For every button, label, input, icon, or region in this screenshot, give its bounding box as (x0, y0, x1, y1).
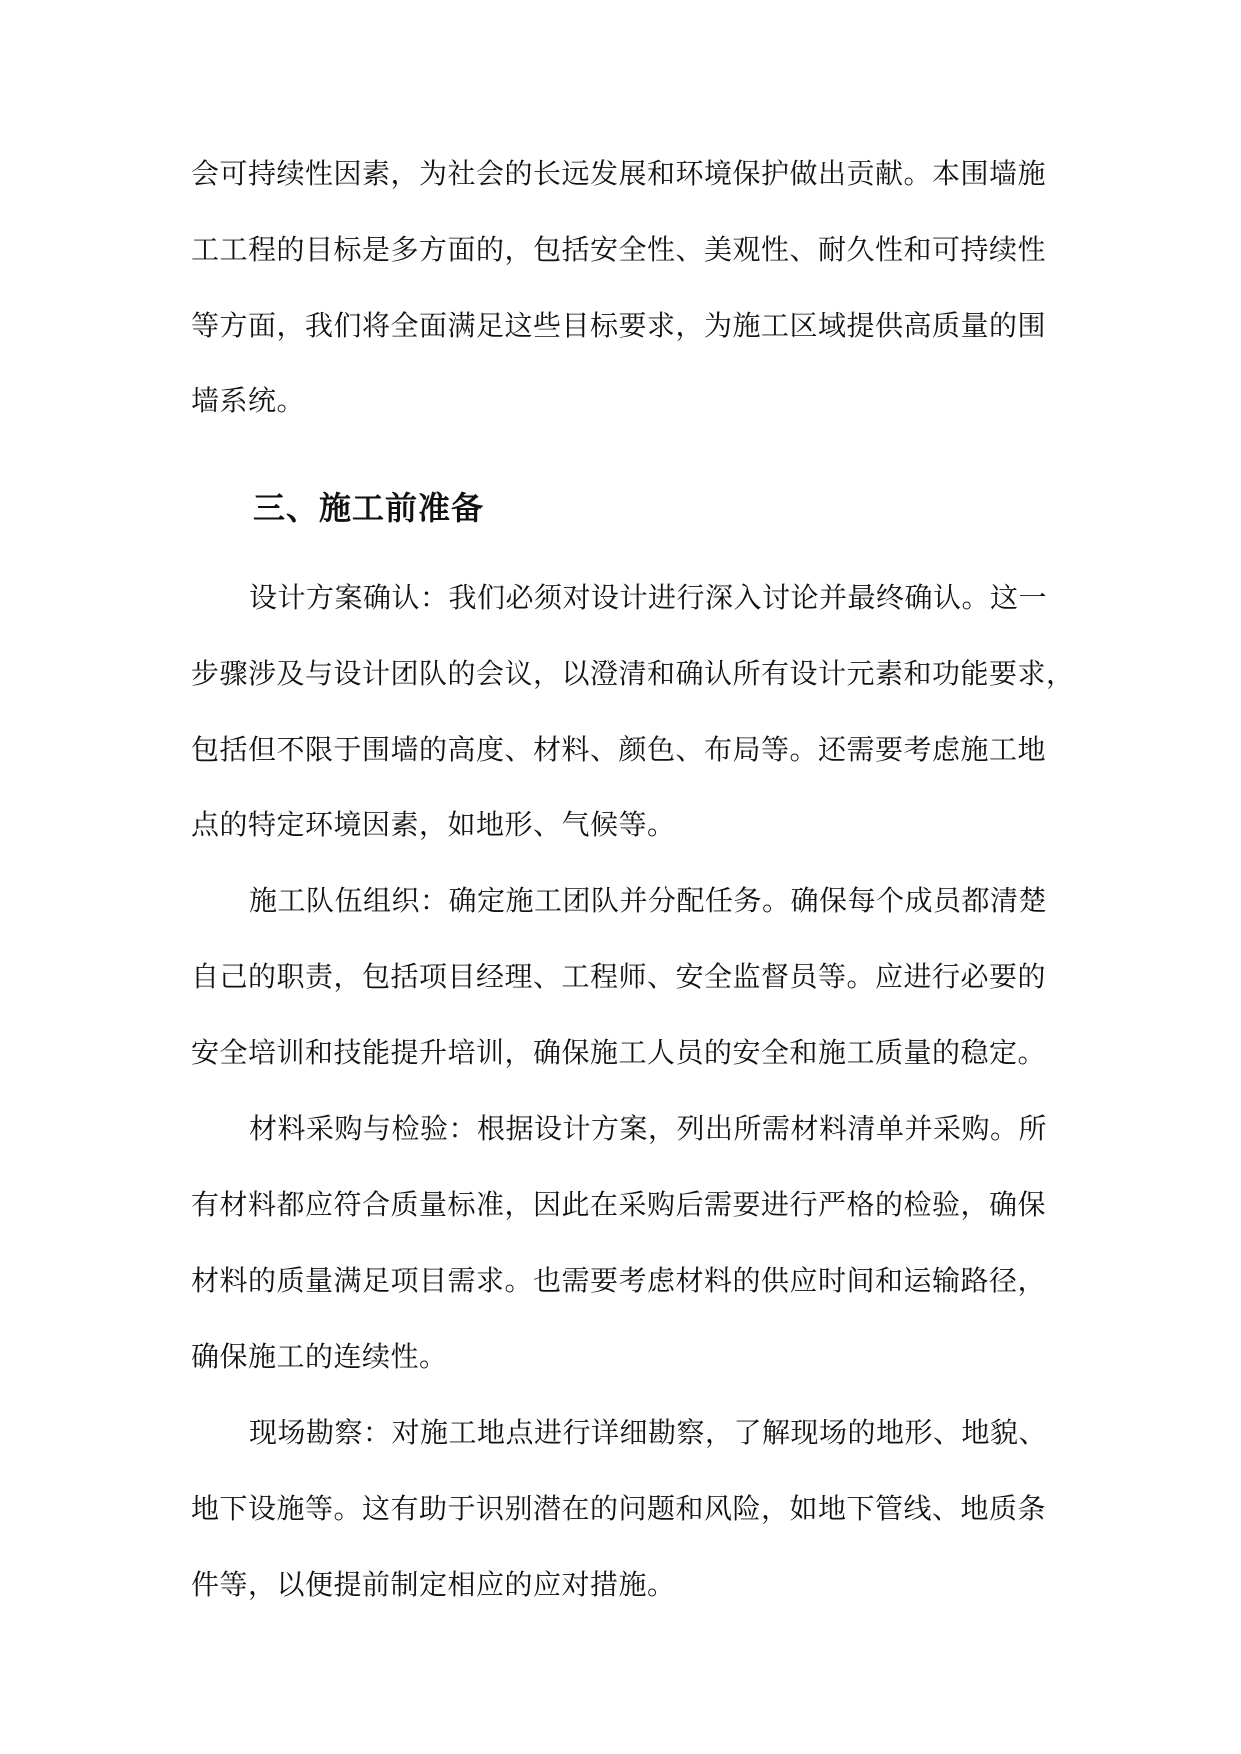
paragraph-3-line-4: 确保施工的连续性。 (191, 1340, 448, 1373)
paragraph-4-line-3: 件等，以便提前制定相应的应对措施。 (191, 1568, 676, 1601)
paragraph-2-line-2: 自己的职责，包括项目经理、工程师、安全监督员等。应进行必要的 (191, 960, 1047, 993)
intro-line-1: 会可持续性因素，为社会的长远发展和环境保护做出贡献。本围墙施 (191, 157, 1047, 190)
section-heading: 三、施工前准备 (253, 489, 485, 527)
paragraph-2-line-3: 安全培训和技能提升培训，确保施工人员的安全和施工质量的稳定。 (191, 1036, 1047, 1069)
paragraph-3-line-3: 材料的质量满足项目需求。也需要考虑材料的供应时间和运输路径， (191, 1264, 1047, 1297)
paragraph-1-line-3: 包括但不限于围墙的高度、材料、颜色、布局等。还需要考虑施工地 (191, 733, 1047, 766)
paragraph-4-line-1: 现场勘察：对施工地点进行详细勘察，了解现场的地形、地貌、 (249, 1416, 1048, 1449)
paragraph-1-line-2: 步骤涉及与设计团队的会议，以澄清和确认所有设计元素和功能要求， (191, 657, 1075, 690)
paragraph-2-line-1: 施工队伍组织：确定施工团队并分配任务。确保每个成员都清楚 (249, 884, 1048, 917)
paragraph-3-line-1: 材料采购与检验：根据设计方案，列出所需材料清单并采购。所 (249, 1112, 1048, 1145)
paragraph-1-line-1: 设计方案确认：我们必须对设计进行深入讨论并最终确认。这一 (249, 581, 1048, 614)
paragraph-1-line-4: 点的特定环境因素，如地形、气候等。 (191, 808, 676, 841)
intro-line-3: 等方面，我们将全面满足这些目标要求，为施工区域提供高质量的围 (191, 309, 1047, 342)
intro-line-4: 墙系统。 (191, 384, 306, 417)
paragraph-3-line-2: 有材料都应符合质量标准，因此在采购后需要进行严格的检验，确保 (191, 1188, 1047, 1221)
intro-line-2: 工工程的目标是多方面的，包括安全性、美观性、耐久性和可持续性 (191, 233, 1047, 266)
paragraph-4-line-2: 地下设施等。这有助于识别潜在的问题和风险，如地下管线、地质条 (191, 1492, 1047, 1525)
